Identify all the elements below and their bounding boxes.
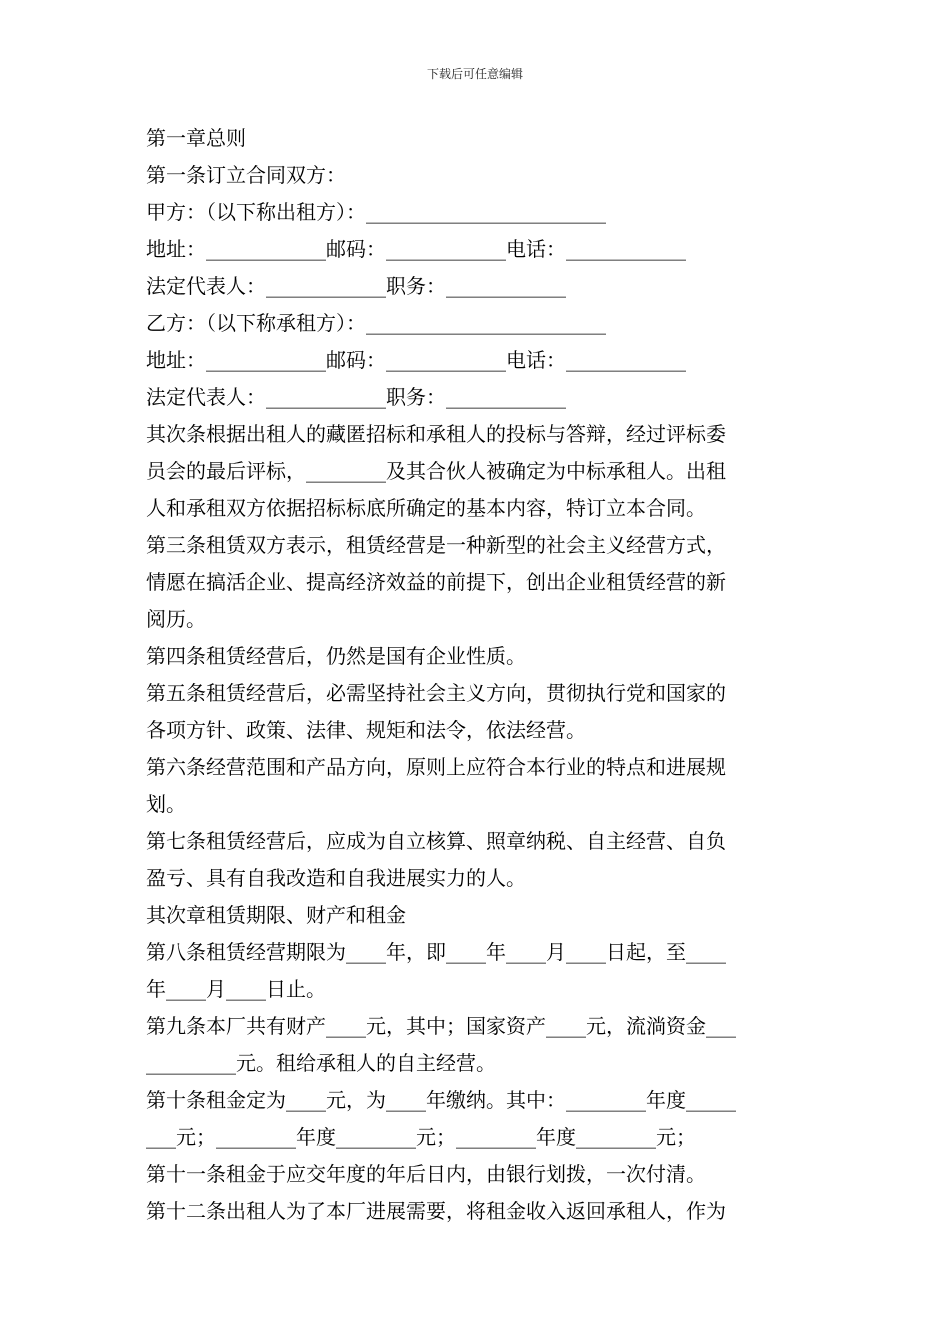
- article-line: _________元。租给承租人的自主经营。: [146, 1051, 496, 1075]
- article-line: 员会的最后评标，________及其合伙人被确定为中标承租人。出租: [146, 459, 726, 483]
- article-line: ___元；________年度________元；________年度________元；: [146, 1125, 696, 1149]
- article-line: 第十二条出租人为了本厂进展需要，将租金收入返回承租人，作为: [146, 1199, 726, 1223]
- party-a-representative-line: 法定代表人：____________职务：____________: [146, 274, 566, 298]
- article-line: 第七条租赁经营后，应成为自立核算、照章纳税、自主经营、自负: [146, 829, 726, 853]
- party-a-line: 甲方：（以下称出租方）：________________________: [146, 200, 606, 224]
- party-b-address-line: 地址：____________邮码：____________电话：____________: [146, 348, 686, 372]
- article-line: 第五条租赁经营后，必需坚持社会主义方向，贯彻执行党和国家的: [146, 681, 726, 705]
- article-line: 第一条订立合同双方：: [146, 163, 346, 187]
- article-line: 年____月____日止。: [146, 977, 326, 1001]
- article-line: 第六条经营范围和产品方向，原则上应符合本行业的特点和进展规: [146, 755, 726, 779]
- party-a-address-line: 地址：____________邮码：____________电话：____________: [146, 237, 686, 261]
- party-b-representative-line: 法定代表人：____________职务：____________: [146, 385, 566, 409]
- article-line: 人和承租双方依据招标标底所确定的基本内容，特订立本合同。: [146, 496, 706, 520]
- article-line: 第三条租赁双方表示，租赁经营是一种新型的社会主义经营方式，: [146, 533, 726, 557]
- article-line: 第八条租赁经营期限为____年，即____年____月____日起，至____: [146, 940, 726, 964]
- article-line: 第四条租赁经营后，仍然是国有企业性质。: [146, 644, 526, 668]
- party-b-line: 乙方：（以下称承租方）：________________________: [146, 311, 606, 335]
- article-line: 盈亏、具有自我改造和自我进展实力的人。: [146, 866, 526, 890]
- article-line: 第十一条租金于应交年度的年后日内，由银行划拨，一次付清。: [146, 1162, 706, 1186]
- article-line: 阅历。: [146, 607, 206, 631]
- chapter-heading: 其次章租赁期限、财产和租金: [146, 903, 406, 927]
- article-line: 第九条本厂共有财产____元，其中；国家资产____元，流淌资金___: [146, 1014, 736, 1038]
- document-body: [146, 120, 808, 1230]
- article-line: 其次条根据出租人的藏匿招标和承租人的投标与答辩，经过评标委: [146, 422, 726, 446]
- chapter-heading: 第一章总则: [146, 126, 246, 150]
- page-header: 下载后可任意编辑: [426, 67, 523, 81]
- article-line: 情愿在搞活企业、提高经济效益的前提下，创出企业租赁经营的新: [146, 570, 726, 594]
- article-line: 第十条租金定为____元，为____年缴纳。其中：________年度_____: [146, 1088, 736, 1112]
- article-line: 各项方针、政策、法律、规矩和法令，依法经营。: [146, 718, 586, 742]
- article-line: 划。: [146, 792, 186, 816]
